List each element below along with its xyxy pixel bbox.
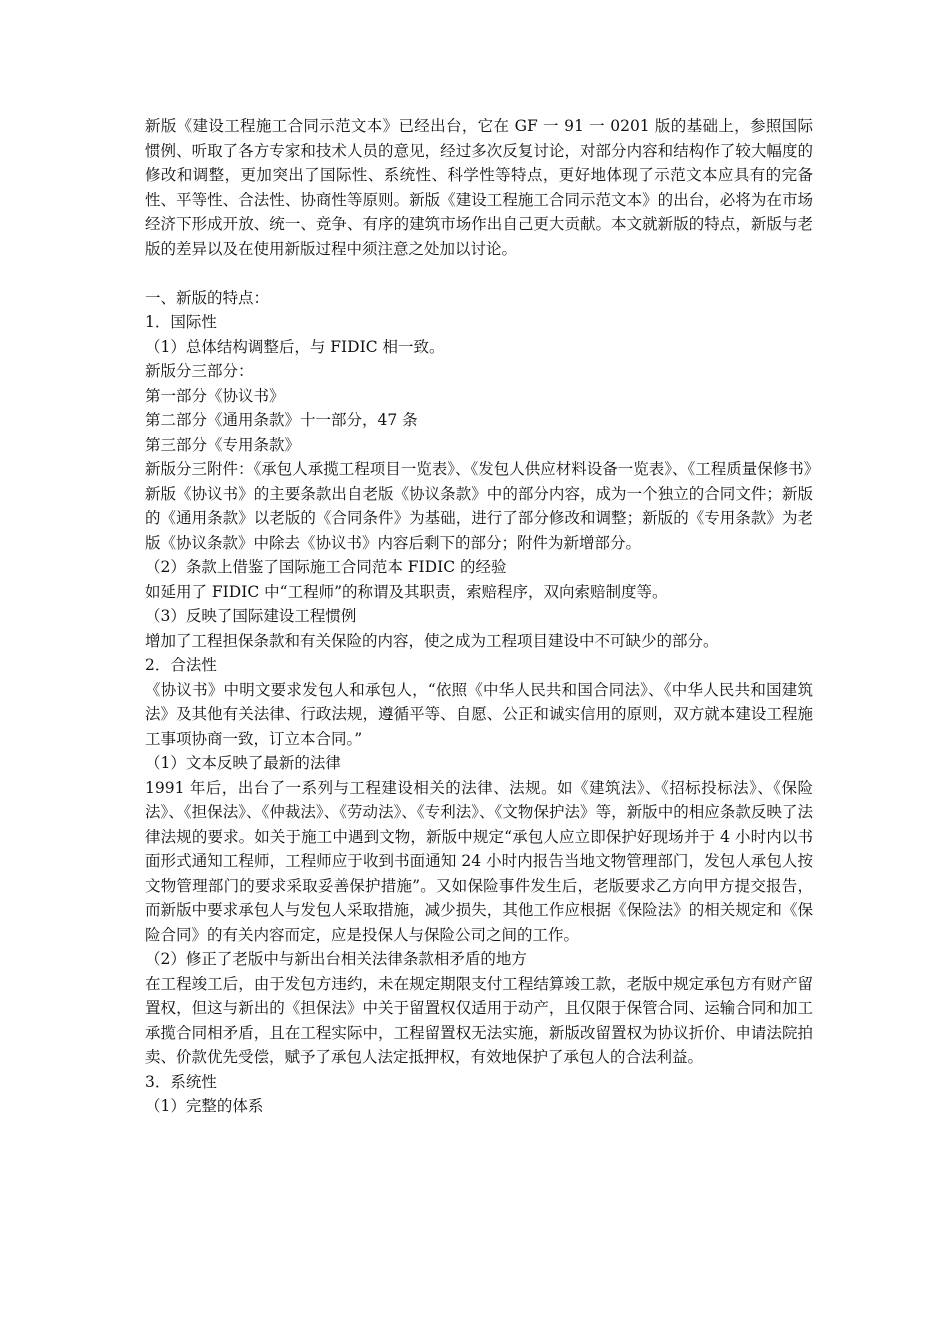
text-line: 第一部分《协议书》	[145, 386, 285, 405]
text-line: 第二部分《通用条款》十一部分，47 条	[145, 411, 418, 429]
text-line: 增加了工程担保条款和有关保险的内容，使之成为工程项目建设中不可缺少的部分。	[145, 631, 719, 650]
text-paragraph: 1991 年后，出台了一系列与工程建设相关的法律、法规。如《建筑法》、《招标投标法》、《保险法》、《担保法》、《仲裁法》、《劳动法》、《专利法》、《文物保护法》等，新版中的相应条款反映了法律法规的要求。如关于施工中遇到文物，新版中规定“承包人应立即保护好现场并于 4 小时内以书面形式通知工程师，工程师应于收到书面通知 24 小时内报告当地文物管理部门，发包人承包人按文物管理部门的要求采取妥善保护措施”。又如保险事件发生后，老版要求乙方向甲方提交报告，而新版中要求承包人与发包人采取措施，减少损失，其他工作应根据《保险法》的相关规定和《保险合同》的有关内容而定，应是投保人与保险公司之间的工作。	[145, 778, 813, 944]
text-paragraph: 在工程竣工后，由于发包方违约，未在规定期限支付工程结算竣工款，老版中规定承包方有财产留置权，但这与新出的《担保法》中关于留置权仅适用于动产，且仅限于保管合同、运输合同和加工承揽合同相矛盾，且在工程实际中，工程留置权无法实施，新版改留置权为协议折价、申请法院拍卖、价款优先受偿，赋予了承包人法定抵押权，有效地保护了承包人的合法利益。	[145, 974, 813, 1066]
subheading-internationality: 1．国际性	[145, 313, 217, 331]
item-corrections: （2）修正了老版中与新出台相关法律条款相矛盾的地方	[145, 950, 527, 968]
text-paragraph: 新版《协议书》的主要条款出自老版《协议条款》中的部分内容，成为一个独立的合同文件；新版的《通用条款》以老版的《合同条件》为基础，进行了部分修改和调整；新版的《专用条款》为老版《协议条款》中除去《协议书》内容后剩下的部分；附件为新增部分。	[145, 484, 813, 552]
text-line: 第三部分《专用条款》	[145, 435, 301, 454]
item-fidic-experience: （2）条款上借鉴了国际施工合同范本 FIDIC 的经验	[145, 558, 507, 576]
text-paragraph: 新版分三附件：《承包人承揽工程项目一览表》、《发包人供应材料设备一览表》、《工程质量保修书》	[145, 460, 820, 478]
section-heading-features: 一、新版的特点：	[145, 288, 270, 307]
item-international-practice: （3）反映了国际建设工程惯例	[145, 607, 357, 625]
item-latest-law: （1）文本反映了最新的法律	[145, 754, 341, 772]
text-paragraph: 《协议书》中明文要求发包人和承包人，“依照《中华人民共和国合同法》、《中华人民共和国建筑法》及其他有关法律、行政法规，遵循平等、自愿、公正和诚实信用的原则，双方就本建设工程施工事项协商一致，订立本合同。”	[145, 680, 813, 748]
text-line: 新版分三部分：	[145, 362, 254, 380]
intro-paragraph: 新版《建设工程施工合同示范文本》已经出台，它在 GF 一 91 一 0201 版的基础上，参照国际惯例、听取了各方专家和技术人员的意见，经过多次反复讨论，对部分内容和结构作了较大幅度的修改和调整，更加突出了国际性、系统性、科学性等特点，更好地体现了示范文本应具有的完备性、平等性、合法性、协商性等原则。新版《建设工程施工合同示范文本》的出台，必将为在市场经济下形成开放、统一、竞争、有序的建筑市场作出自己更大贡献。本文就新版的特点，新版与老版的差异以及在使用新版过程中须注意之处加以讨论。	[145, 117, 813, 258]
paragraph-gap	[145, 261, 813, 286]
subheading-legality: 2．合法性	[145, 656, 217, 674]
subheading-systematic: 3．系统性	[145, 1072, 217, 1091]
item-complete-system: （1）完整的体系	[145, 1097, 264, 1115]
text-line: 如延用了 FIDIC 中“工程师”的称谓及其职责，索赔程序，双向索赔制度等。	[145, 582, 668, 601]
item-structure: （1）总体结构调整后，与 FIDIC 相一致。	[145, 337, 445, 356]
document-page	[145, 114, 820, 1119]
